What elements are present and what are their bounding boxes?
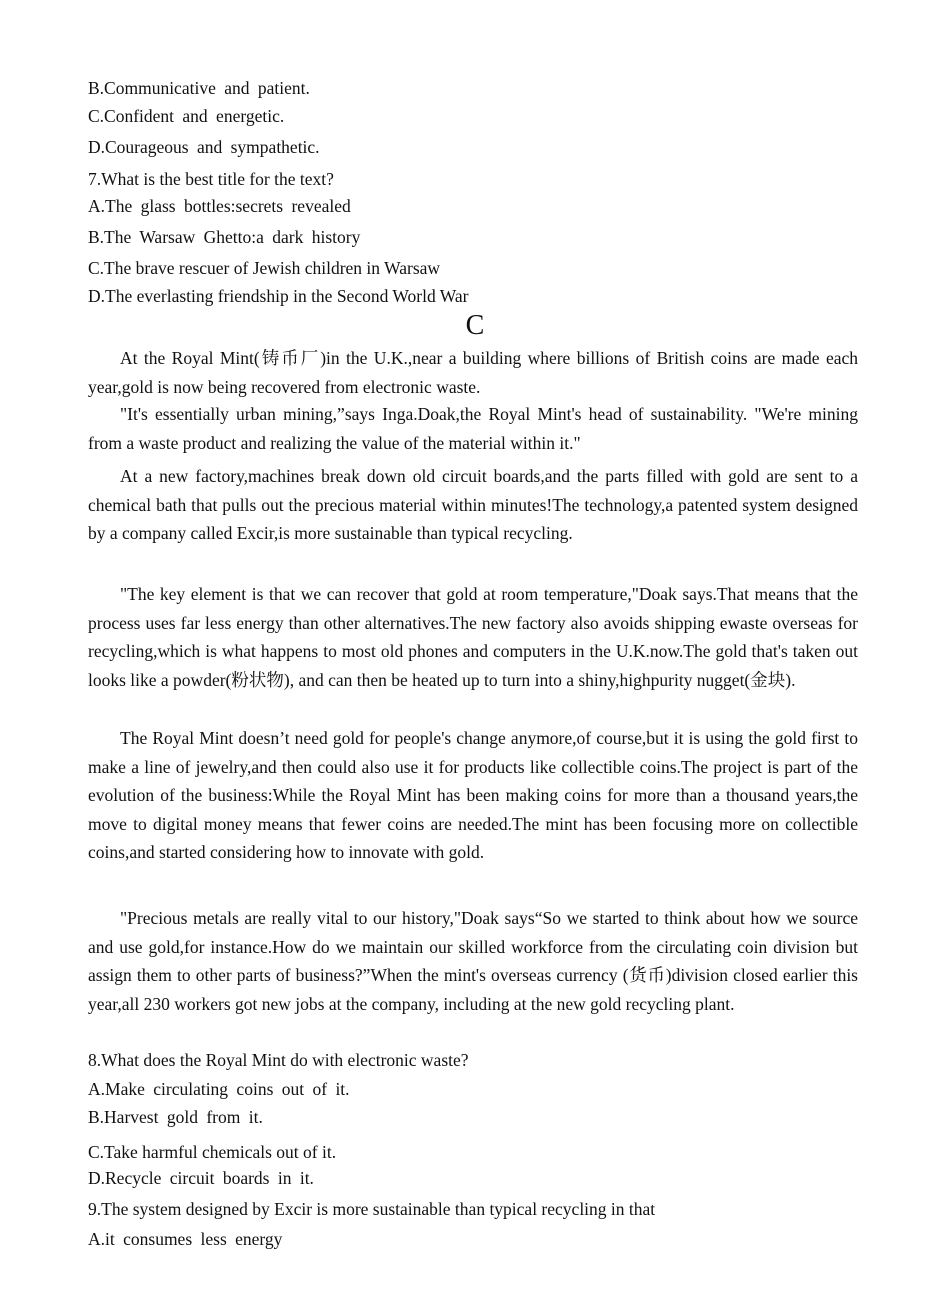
q9-question: 9.The system designed by Excir is more sustainable than typical recycling in that: [88, 1199, 656, 1219]
q6-option-c: C.Confident and energetic.: [88, 106, 285, 126]
passage-paragraph-3: At a new factory,machines break down old circuit boards,and the parts filled with gold are sent to a chemical bath that pulls out the precious material within minutes!The technology,a patented system designed by a company called Excir,is more sustainable than typical recycling.: [88, 466, 858, 543]
q8-option-b: B.Harvest gold from it.: [88, 1107, 263, 1127]
q7-option-d: D.The everlasting friendship in the Second World War: [88, 286, 469, 306]
passage-paragraph-6: "Precious metals are really vital to our history,"Doak says“So we started to think about how we source and use gold,for instance.How do we maintain our skilled workforce from the circulating coin division but assign them to other parts of business?”When the mint's overseas currency (货币)division closed earlier this year,all 230 workers got new jobs at the company, including at the new gold recycling plant.: [88, 908, 858, 1014]
q8-option-c: C.Take harmful chemicals out of it.: [88, 1142, 337, 1162]
q8-option-a: A.Make circulating coins out of it.: [88, 1079, 350, 1099]
q8-option-d: D.Recycle circuit boards in it.: [88, 1168, 314, 1188]
section-title: C: [465, 310, 485, 341]
passage-paragraph-2: "It's essentially urban mining,”says Inga.Doak,the Royal Mint's head of sustainability. "We're mining from a waste product and realizing the value of the material within it.": [88, 404, 858, 453]
q7-option-b: B.The Warsaw Ghetto:a dark history: [88, 227, 361, 247]
q7-option-c: C.The brave rescuer of Jewish children in Warsaw: [88, 258, 441, 278]
q7-option-a: A.The glass bottles:secrets revealed: [88, 196, 351, 216]
passage-paragraph-4: "The key element is that we can recover that gold at room temperature,"Doak says.That means that the process uses far less energy than other alternatives.The new factory also avoids shipping ewaste overseas for recycling,which is what happens to most old phones and computers in the U.K.now.The gold that's taken out looks like a powder(粉状物), and can then be heated up to turn into a shiny,highpurity nugget(金块).: [88, 584, 858, 690]
q6-option-d: D.Courageous and sympathetic.: [88, 137, 320, 157]
q7-question: 7.What is the best title for the text?: [88, 169, 334, 189]
q9-option-a: A.it consumes less energy: [88, 1229, 283, 1249]
q8-question: 8.What does the Royal Mint do with electronic waste?: [88, 1050, 469, 1070]
passage-paragraph-5: The Royal Mint doesn’t need gold for people's change anymore,of course,but it is using the gold first to make a line of jewelry,and then could also use it for products like collectible coins.The project is part of the evolution of the business:While the Royal Mint has been making coins for more than a thousand years,the move to digital money means that fewer coins are needed.The mint has been focusing more on collectible coins,and started considering how to innovate with gold.: [88, 728, 858, 862]
passage-paragraph-1: At the Royal Mint(铸币厂)in the U.K.,near a building where billions of British coins are made each year,gold is now being recovered from electronic waste.: [88, 348, 858, 397]
q6-option-b: B.Communicative and patient.: [88, 78, 310, 98]
